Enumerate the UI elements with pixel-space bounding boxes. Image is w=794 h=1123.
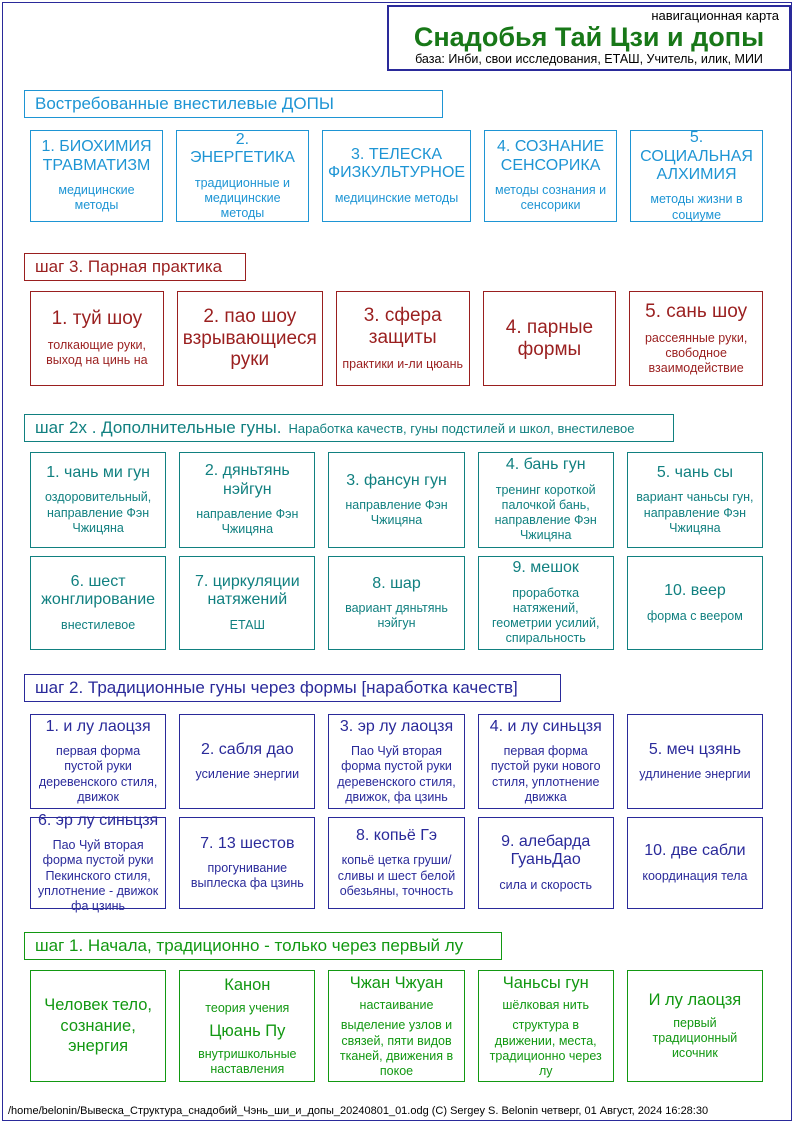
card-title: 2. пао шоу взрывающиеся руки [182, 305, 317, 371]
card-title: 8. шар [372, 574, 421, 592]
card-title: 1. БИОХИМИЯ ТРАВМАТИЗМ [41, 138, 152, 174]
card-spear-ge [328, 817, 464, 909]
card-title: 10. веер [664, 582, 726, 600]
card-subtitle: вариант дяньтянь нэйгун [345, 600, 448, 631]
card-consciousness-sensorics [484, 130, 617, 222]
section-header-step2 [24, 674, 561, 702]
card-san-shou [629, 291, 763, 386]
card-title: 9. мешок [512, 559, 579, 577]
card-title: 4. СОЗНАНИЕ СЕНСОРИКА [497, 138, 605, 174]
card-subtitle: методы сознания и сенсорики [495, 183, 607, 213]
section-header-step2x-note: Наработка качеств, гуны подстилей и школ, внестилевое [288, 420, 635, 436]
card-chan-sy [627, 452, 763, 548]
card-title: 3. фансун гун [346, 471, 447, 489]
row-step2-1 [30, 714, 763, 809]
card-pao-shou [177, 291, 323, 386]
card-subtitle: настаивание [359, 998, 434, 1013]
card-subtitle: шёлковая нить [502, 998, 590, 1013]
section-header-dopy-label: Востребованные внестилевые ДОПЫ [35, 94, 334, 113]
card-title: 4. парные формы [505, 316, 594, 360]
card-title: 1. чань ми гун [46, 463, 150, 481]
card-pair-forms [483, 291, 617, 386]
card-zhan-zhuang [328, 970, 464, 1082]
card-tension-circulations [179, 556, 315, 650]
map-kicker: навигационная карта [651, 8, 779, 23]
card-title: 6. эр лу синьцзя [38, 811, 159, 829]
card-title: 3. сфера защиты [363, 305, 442, 348]
card-ban-gun [478, 452, 614, 548]
card-subtitle-2: внутришкольные наставления [198, 1046, 297, 1076]
card-subtitle: традиционные и медицинские методы [194, 175, 291, 221]
card-subtitle: сила и скорость [499, 877, 593, 892]
card-yi-lu-xinjia [478, 714, 614, 809]
card-subtitle: рассеянные руки, свободное взаимодействие [644, 330, 748, 376]
card-yi-lu-laojia-source [627, 970, 763, 1082]
card-canon-quan-pu [179, 970, 315, 1082]
card-title: 5. чань сы [656, 463, 733, 481]
card-subtitle: направление Фэн Чжицяна [345, 497, 448, 528]
row-step2x-2 [30, 556, 763, 650]
card-title: Канон [224, 976, 271, 994]
card-human-body-mind-energy [30, 970, 166, 1082]
card-subtitle: прогунивание выплеска фа цзинь [190, 860, 304, 891]
card-two-sabres [627, 817, 763, 909]
card-title: Чаньсы гун [502, 973, 589, 992]
title-base-note: база: Инби, свои исследования, ЕТАШ, Учитель, илик, МИИ [415, 51, 763, 66]
card-sabre-dao [179, 714, 315, 809]
card-er-lu-laojia [328, 714, 464, 809]
card-subtitle: оздоровительный, направление Фэн Чжицяна [44, 490, 152, 535]
card-subtitle: направление Фэн Чжицяна [196, 507, 299, 537]
card-subtitle: копьё цетка груши/сливы и шест белой обезьяны, точность [337, 853, 456, 898]
card-title: 1. туй шоу [51, 308, 143, 330]
card-title: 3. ТЕЛЕСКА ФИЗКУЛЬТУРНОЕ [327, 145, 466, 182]
card-title: Чжан Чжуан [349, 973, 444, 992]
card-ball [328, 556, 464, 650]
card-biochemistry-traumatism [30, 130, 163, 222]
card-tui-shou [30, 291, 164, 386]
card-sword-jian [627, 714, 763, 809]
card-social-alchemy [630, 130, 763, 222]
card-title: 2. ЭНЕРГЕТИКА [189, 130, 295, 167]
card-chan-mi-gun [30, 452, 166, 548]
card-title: 4. бань гун [505, 456, 586, 474]
card-title: 7. циркуляции натяжений [194, 572, 300, 609]
file-path-footer: /home/belonin/Вывеска_Структура_снадобий_Чэнь_ши_и_допы_20240801_01.odg (C) Sergey S. Belonin четверг, 01 Август, 2024 16:28:30 [8, 1105, 709, 1117]
section-header-step1-label: шаг 1. Начала, традиционно - только через первый лу [35, 936, 464, 955]
card-subtitle: ЕТАШ [229, 617, 265, 632]
card-subtitle: тренинг короткой палочкой бань, направление Фэн Чжицяна [494, 482, 597, 543]
section-header-step2-label: шаг 2. Традиционные гуны через формы [наработка качеств] [35, 678, 518, 697]
card-title: 4. и лу синьцзя [489, 717, 602, 735]
card-teleska-physical [322, 130, 471, 222]
card-title: 10. две сабли [644, 842, 746, 860]
card-yi-lu-laojia [30, 714, 166, 809]
section-header-step2x [24, 414, 674, 442]
card-title-2: Цюань Пу [209, 1021, 286, 1040]
card-dantian-neigun [179, 452, 315, 548]
card-title: 5. сань шоу [645, 300, 748, 322]
card-subtitle: вариант чаньсы гун, направление Фэн Чжицяна [636, 490, 754, 535]
card-title: 6. шест жонглирование [41, 572, 156, 609]
card-er-lu-xinjia [30, 811, 166, 914]
card-subtitle: первая форма пустой руки деревенского стиля, движок [38, 744, 158, 804]
card-subtitle-2: структура в движении, места, традиционно через лу [489, 1018, 602, 1079]
row-step1 [30, 970, 763, 1082]
section-header-step2x-label: шаг 2х . Дополнительные гуны. [35, 418, 282, 437]
card-subtitle: Пао Чуй вторая форма пустой руки Пекинского стиля, уплотнение - движок фа цзинь [37, 838, 159, 914]
section-header-dopy [24, 90, 443, 118]
card-title: 5. СОЦИАЛЬНАЯ АЛХИМИЯ [640, 129, 753, 183]
card-title: 1. и лу лаоцзя [45, 717, 151, 735]
card-subtitle: практики и-ли цюань [342, 356, 464, 371]
section-header-step1 [24, 932, 502, 960]
card-subtitle: первая форма пустой руки нового стиля, уплотнение движка [490, 744, 601, 804]
card-title: 2. дяньтянь нэйгун [204, 462, 290, 498]
card-subtitle: координация тела [642, 868, 748, 883]
card-title: 7. 13 шестов [200, 834, 295, 852]
card-subtitle: теория учения [205, 1000, 290, 1015]
card-subtitle: проработка натяжений, геометрии усилий, спиральность [491, 585, 600, 646]
card-subtitle: форма с веером [646, 608, 743, 623]
card-fan [627, 556, 763, 650]
card-subtitle: медицинские методы [58, 183, 135, 213]
row-step2-2 [30, 811, 763, 914]
card-halberd-guandao [478, 817, 614, 909]
card-subtitle: первый традиционный исочник [652, 1015, 738, 1061]
row-step2x-1 [30, 452, 763, 548]
card-subtitle-2: выделение узлов и связей, пяти видов тканей, движения в покое [339, 1018, 454, 1079]
card-subtitle: методы жизни в социуме [650, 192, 743, 222]
card-fansun-gun [328, 452, 464, 548]
card-subtitle: толкающие руки, выход на цинь на [46, 338, 148, 368]
card-title: 8. копьё Гэ [355, 826, 438, 844]
card-defense-sphere [336, 291, 470, 386]
card-13-poles [179, 817, 315, 909]
section-header-step3 [24, 253, 246, 281]
card-chansy-gun [478, 970, 614, 1082]
card-subtitle: удлинение энергии [639, 767, 751, 782]
card-pole-juggling [30, 556, 166, 650]
section-header-step3-label: шаг 3. Парная практика [35, 257, 223, 276]
card-title: 2. сабля дао [200, 740, 294, 758]
card-title: Человек тело, сознание, энергия [44, 996, 152, 1056]
card-bag [478, 556, 614, 650]
page-title: Снадобья Тай Цзи и допы [413, 21, 765, 52]
card-subtitle: медицинские методы [334, 190, 459, 205]
card-title: 9. алебарда ГуаньДао [501, 832, 591, 869]
row-step3 [30, 291, 763, 386]
card-subtitle: усиление энергии [195, 767, 300, 782]
card-subtitle: внестилевое [61, 617, 136, 632]
card-title: 5. меч цзянь [648, 740, 741, 758]
card-energetics [176, 130, 309, 222]
card-title: 3. эр лу лаоцзя [339, 717, 454, 735]
card-title: И лу лаоцзя [648, 991, 742, 1010]
title-box [387, 5, 791, 71]
card-subtitle: Пао Чуй вторая форма пустой руки деревенского стиля, движок, фа цзинь [337, 744, 456, 804]
row-dopy [30, 130, 763, 222]
